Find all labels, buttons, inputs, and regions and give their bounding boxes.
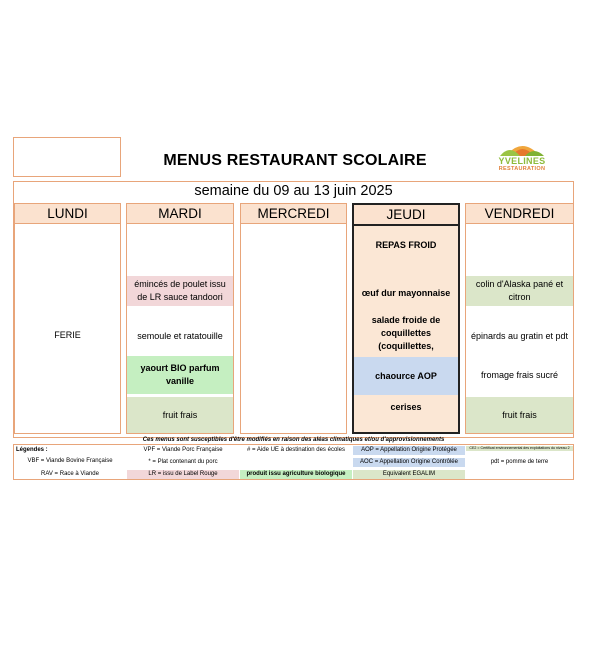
blank-header-box <box>13 137 121 177</box>
disclaimer-note: Ces menus sont susceptibles d'être modifiés en raison des aléas climatiques et/ou d'approvisionnements <box>142 437 445 443</box>
legend-label-rouge: LR = issu de Label Rouge <box>127 470 239 479</box>
logo <box>478 134 566 178</box>
menu-item: cerises <box>390 401 422 412</box>
day-header-mercredi: MERCREDI <box>241 204 346 224</box>
menu-item: fruit frais <box>466 397 573 433</box>
day-column-vendredi <box>465 203 574 434</box>
day-header-vendredi: VENDREDI <box>466 204 573 224</box>
menu-item: semoule et ratatouille <box>137 330 223 341</box>
legend-pdt: pdt = pomme de terre <box>490 459 549 465</box>
legend-aide-ue: # = Aide UE à destination des écoles <box>247 447 345 453</box>
menu-item: fromage frais sucré <box>480 369 559 380</box>
legend-title: Légendes : <box>16 447 48 453</box>
legend-egalim: Equivalent EGALIM <box>353 470 465 479</box>
menu-item: salade froide de coquillettes (coquillettes, <box>371 314 441 351</box>
legend-aop: AOP = Appellation Origine Protégée <box>353 446 465 455</box>
legend-bio: produit issu agriculture biologique <box>240 470 352 479</box>
logo-text-yvelines: YVELINES <box>498 156 546 166</box>
legend-rav: RAV = Race à Viande <box>41 471 99 477</box>
legend-aoc: AOC = Appellation Origine Contrôlée <box>353 458 465 467</box>
logo-text-restauration: RESTAURATION <box>498 166 546 172</box>
day-header-mardi: MARDI <box>127 204 233 224</box>
menu-item: fruit frais <box>127 397 233 433</box>
legend-vbf: VBF = Viande Bovine Française <box>27 458 113 464</box>
menu-item: épinards au gratin et pdt <box>470 330 569 341</box>
day-column-mercredi <box>240 203 347 434</box>
menu-item: FERIE <box>54 329 81 340</box>
logo-icon <box>478 134 566 158</box>
menu-item: yaourt BIO parfum vanille <box>127 356 233 394</box>
week-label: semaine du 09 au 13 juin 2025 <box>194 183 393 199</box>
page-title: MENUS RESTAURANT SCOLAIRE <box>163 152 427 169</box>
day-column-jeudi <box>352 203 460 434</box>
menu-item: colin d'Alaska pané et citron <box>466 276 573 306</box>
day-column-mardi <box>126 203 234 434</box>
menu-item: œuf dur mayonnaise <box>361 287 451 298</box>
legend-porc: * = Plat contenant du porc <box>148 459 218 465</box>
legend-vpf: VPF = Viande Porc Française <box>143 447 223 453</box>
legend-ce2: CE2 = Certificat environnemental des exploitations du niveau 2 <box>466 446 573 451</box>
day-column-lundi <box>14 203 121 434</box>
menu-item: REPAS FROID <box>375 239 437 250</box>
day-header-jeudi: JEUDI <box>354 205 458 226</box>
legend-box <box>13 444 574 480</box>
menu-item: chaource AOP <box>354 357 458 395</box>
menu-item: émincés de poulet issu de LR sauce tandoori <box>127 276 233 306</box>
day-header-lundi: LUNDI <box>15 204 120 224</box>
